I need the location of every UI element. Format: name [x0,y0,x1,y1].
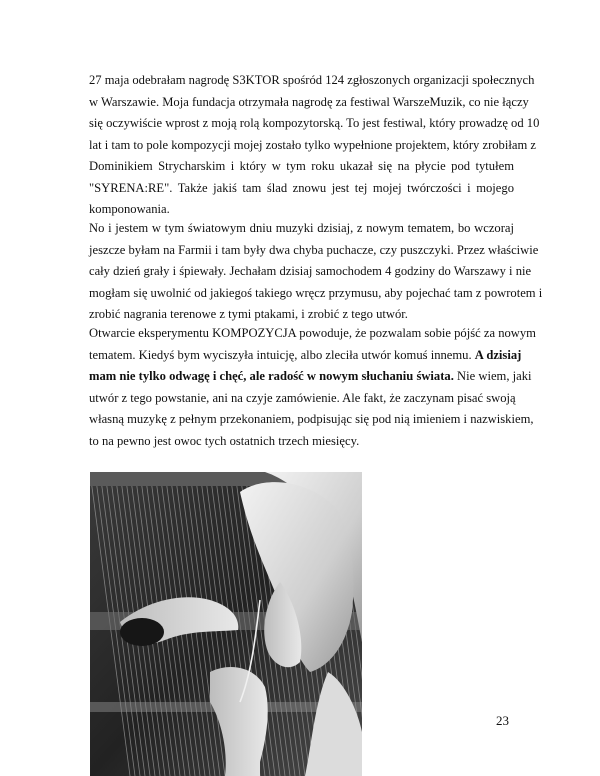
text-line: 27 maja odebrałam nagrodę S3KTOR spośród 124 zgłoszonych organizacji społecznych [89,73,535,87]
bold-text-run: A dzisiaj [474,347,522,362]
text-line: to na pewno jest owoc tych ostatnich trzech miesięcy. [89,433,360,448]
text-line: Otwarcie eksperymentu KOMPOZYCJA powoduje, że pozwalam sobie pójść za nowym [89,326,536,340]
text-line: jeszcze byłam na Farmii i tam były dwa chyba puchacze, czy puszczyki. Przez właściwie [89,242,539,257]
page-number: 23 [496,713,509,728]
text-line: mogłam się uwolnić od jakiegoś takiego wręcz przymusu, aby pojechać tam z powrotem i [89,285,543,300]
text-line [89,345,522,367]
paragraph-experiment [89,323,536,452]
text-line: "SYRENA:RE". Także jakiś tam ślad znowu jest tej mojej twórczości i mojego [89,180,514,195]
text-line: zrobić nagrania terenowe z tymi ptakami, i zrobić z tego utwór. [89,307,408,321]
text-line: Dominikiem Strycharskim i który w tym roku ukazał się na płycie pod tytułem [89,159,514,173]
text-line: lat i tam to pole kompozycji mojej zostało tylko wypełnione projektem, który zrobiłam z [89,137,536,152]
text-line [89,366,532,388]
text-line: No i jestem w tym światowym dniu muzyki dzisiaj, z nowym tematem, bo wczoraj [89,221,514,235]
text-line: własną muzykę z pełnym przekonaniem, podpisując się pod nią imieniem i nazwiskiem, [89,412,534,426]
photo-illustration [90,472,362,776]
bold-text-run: mam nie tylko odwagę i chęć, ale radość w nowym słuchaniu świata. [89,369,454,383]
text-run: tematem. Kiedyś bym wyciszyła intuicję, albo zleciła utwór komuś innemu. [89,347,472,362]
text-line: się oczywiście wprost z moją rolą kompozytorską. To jest festiwal, który prowadzę od 10 [89,116,540,130]
text-line: utwór z tego powstanie, ani na czyje zamówienie. Ale fakt, że zaczynam pisać swoją [89,390,516,405]
paragraph-award [89,70,540,221]
text-run: Nie wiem, jaki [457,369,532,383]
paragraph-music-day [89,218,543,326]
text-line: cały dzień grały i śpiewały. Jechałam dzisiaj samochodem 4 godziny do Warszawy i nie [89,264,532,278]
text-line: w Warszawie. Moja fundacja otrzymała nagrodę za festiwal WarszeMuzik, co nie łączy [89,94,529,109]
piano-photo [90,472,362,776]
text-line: komponowania. [89,202,170,216]
